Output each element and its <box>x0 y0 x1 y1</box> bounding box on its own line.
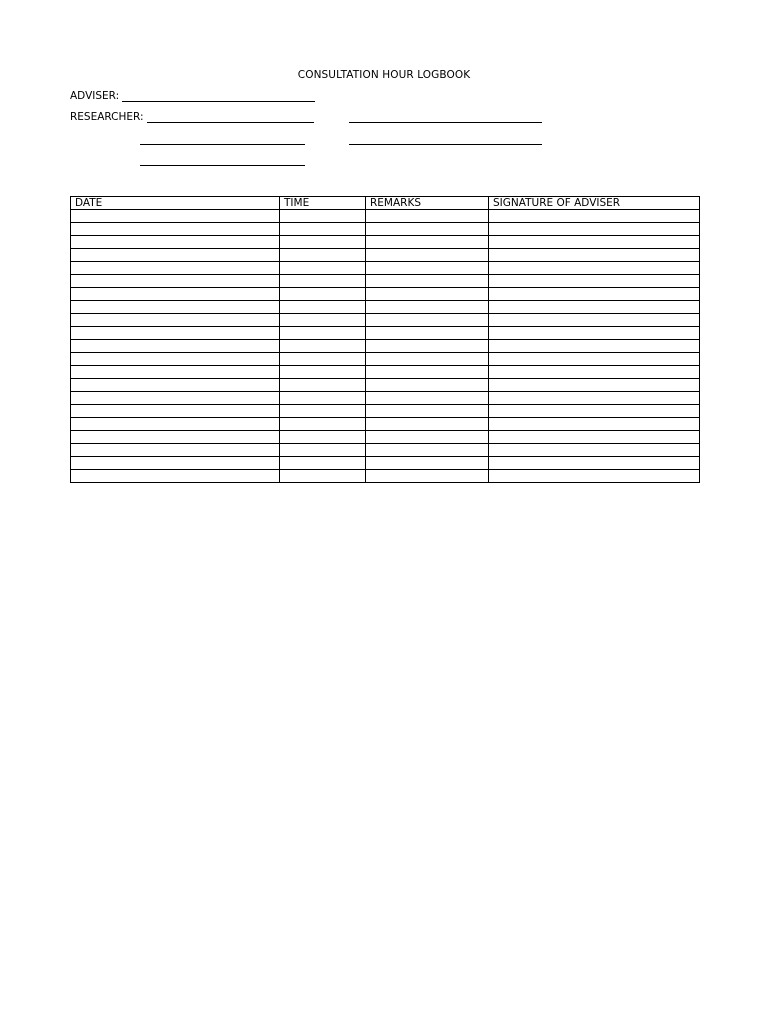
remarks-column-header: REMARKS <box>366 197 489 210</box>
time-cell[interactable] <box>280 262 366 275</box>
table-row <box>71 249 700 262</box>
remarks-cell[interactable] <box>366 262 489 275</box>
time-cell[interactable] <box>280 379 366 392</box>
remarks-cell[interactable] <box>366 353 489 366</box>
signature-cell[interactable] <box>489 288 700 301</box>
signature-cell[interactable] <box>489 236 700 249</box>
signature-cell[interactable] <box>489 340 700 353</box>
signature-cell[interactable] <box>489 262 700 275</box>
signature-cell[interactable] <box>489 210 700 223</box>
remarks-cell[interactable] <box>366 457 489 470</box>
date-cell[interactable] <box>71 301 280 314</box>
table-row <box>71 431 700 444</box>
date-cell[interactable] <box>71 210 280 223</box>
consultation-log-table <box>70 196 700 483</box>
time-cell[interactable] <box>280 431 366 444</box>
remarks-cell[interactable] <box>366 340 489 353</box>
researcher-label: RESEARCHER: <box>70 111 144 123</box>
document-title: CONSULTATION HOUR LOGBOOK <box>297 69 471 81</box>
time-cell[interactable] <box>280 210 366 223</box>
signature-cell[interactable] <box>489 418 700 431</box>
table-row <box>71 314 700 327</box>
remarks-cell[interactable] <box>366 210 489 223</box>
date-cell[interactable] <box>71 418 280 431</box>
remarks-cell[interactable] <box>366 223 489 236</box>
table-row <box>71 210 700 223</box>
remarks-cell[interactable] <box>366 431 489 444</box>
table-row <box>71 223 700 236</box>
table-row <box>71 418 700 431</box>
remarks-cell[interactable] <box>366 418 489 431</box>
signature-cell[interactable] <box>489 470 700 483</box>
date-cell[interactable] <box>71 262 280 275</box>
date-cell[interactable] <box>71 366 280 379</box>
time-cell[interactable] <box>280 288 366 301</box>
time-cell[interactable] <box>280 223 366 236</box>
signature-cell[interactable] <box>489 431 700 444</box>
date-cell[interactable] <box>71 288 280 301</box>
remarks-cell[interactable] <box>366 249 489 262</box>
table-row <box>71 353 700 366</box>
signature-cell[interactable] <box>489 353 700 366</box>
time-cell[interactable] <box>280 236 366 249</box>
log-table-body <box>71 210 700 483</box>
signature-cell[interactable] <box>489 314 700 327</box>
remarks-cell[interactable] <box>366 236 489 249</box>
date-cell[interactable] <box>71 327 280 340</box>
table-row <box>71 236 700 249</box>
date-column-header: DATE <box>71 197 280 210</box>
date-cell[interactable] <box>71 314 280 327</box>
date-cell[interactable] <box>71 470 280 483</box>
time-cell[interactable] <box>280 418 366 431</box>
table-row <box>71 444 700 457</box>
signature-cell[interactable] <box>489 457 700 470</box>
time-cell[interactable] <box>280 405 366 418</box>
table-row <box>71 392 700 405</box>
remarks-cell[interactable] <box>366 366 489 379</box>
table-row <box>71 405 700 418</box>
table-row <box>71 301 700 314</box>
remarks-cell[interactable] <box>366 275 489 288</box>
table-row <box>71 275 700 288</box>
time-cell[interactable] <box>280 392 366 405</box>
date-cell[interactable] <box>71 392 280 405</box>
time-cell[interactable] <box>280 470 366 483</box>
remarks-cell[interactable] <box>366 327 489 340</box>
remarks-cell[interactable] <box>366 470 489 483</box>
date-cell[interactable] <box>71 379 280 392</box>
signature-cell[interactable] <box>489 249 700 262</box>
signature-cell[interactable] <box>489 301 700 314</box>
signature-cell[interactable] <box>489 327 700 340</box>
table-row <box>71 470 700 483</box>
date-cell[interactable] <box>71 431 280 444</box>
time-cell[interactable] <box>280 327 366 340</box>
signature-cell[interactable] <box>489 275 700 288</box>
remarks-cell[interactable] <box>366 444 489 457</box>
time-cell[interactable] <box>280 353 366 366</box>
researcher-blank-line-2[interactable] <box>349 122 542 123</box>
remarks-cell[interactable] <box>366 314 489 327</box>
researcher-blank-line-1[interactable] <box>147 122 314 123</box>
remarks-cell[interactable] <box>366 379 489 392</box>
remarks-cell[interactable] <box>366 392 489 405</box>
table-header-row <box>71 197 700 210</box>
signature-cell[interactable] <box>489 366 700 379</box>
signature-cell[interactable] <box>489 405 700 418</box>
time-cell[interactable] <box>280 457 366 470</box>
time-cell[interactable] <box>280 444 366 457</box>
researcher-blank-line-5[interactable] <box>140 165 305 166</box>
date-cell[interactable] <box>71 444 280 457</box>
date-cell[interactable] <box>71 457 280 470</box>
remarks-cell[interactable] <box>366 301 489 314</box>
date-cell[interactable] <box>71 236 280 249</box>
signature-cell[interactable] <box>489 392 700 405</box>
table-row <box>71 262 700 275</box>
time-cell[interactable] <box>280 249 366 262</box>
date-cell[interactable] <box>71 353 280 366</box>
signature-column-header: SIGNATURE OF ADVISER <box>489 197 700 210</box>
table-row <box>71 457 700 470</box>
time-cell[interactable] <box>280 301 366 314</box>
table-row <box>71 366 700 379</box>
signature-cell[interactable] <box>489 444 700 457</box>
time-column-header: TIME <box>280 197 366 210</box>
date-cell[interactable] <box>71 340 280 353</box>
remarks-cell[interactable] <box>366 288 489 301</box>
date-cell[interactable] <box>71 405 280 418</box>
date-cell[interactable] <box>71 223 280 236</box>
adviser-blank-line[interactable] <box>122 101 315 102</box>
signature-cell[interactable] <box>489 223 700 236</box>
adviser-label: ADVISER: <box>70 90 120 102</box>
researcher-blank-line-4[interactable] <box>349 144 542 145</box>
researcher-blank-line-3[interactable] <box>140 144 305 145</box>
remarks-cell[interactable] <box>366 405 489 418</box>
date-cell[interactable] <box>71 249 280 262</box>
table-row <box>71 340 700 353</box>
signature-cell[interactable] <box>489 379 700 392</box>
time-cell[interactable] <box>280 275 366 288</box>
time-cell[interactable] <box>280 366 366 379</box>
date-cell[interactable] <box>71 275 280 288</box>
table-row <box>71 379 700 392</box>
table-row <box>71 327 700 340</box>
table-row <box>71 288 700 301</box>
time-cell[interactable] <box>280 340 366 353</box>
time-cell[interactable] <box>280 314 366 327</box>
